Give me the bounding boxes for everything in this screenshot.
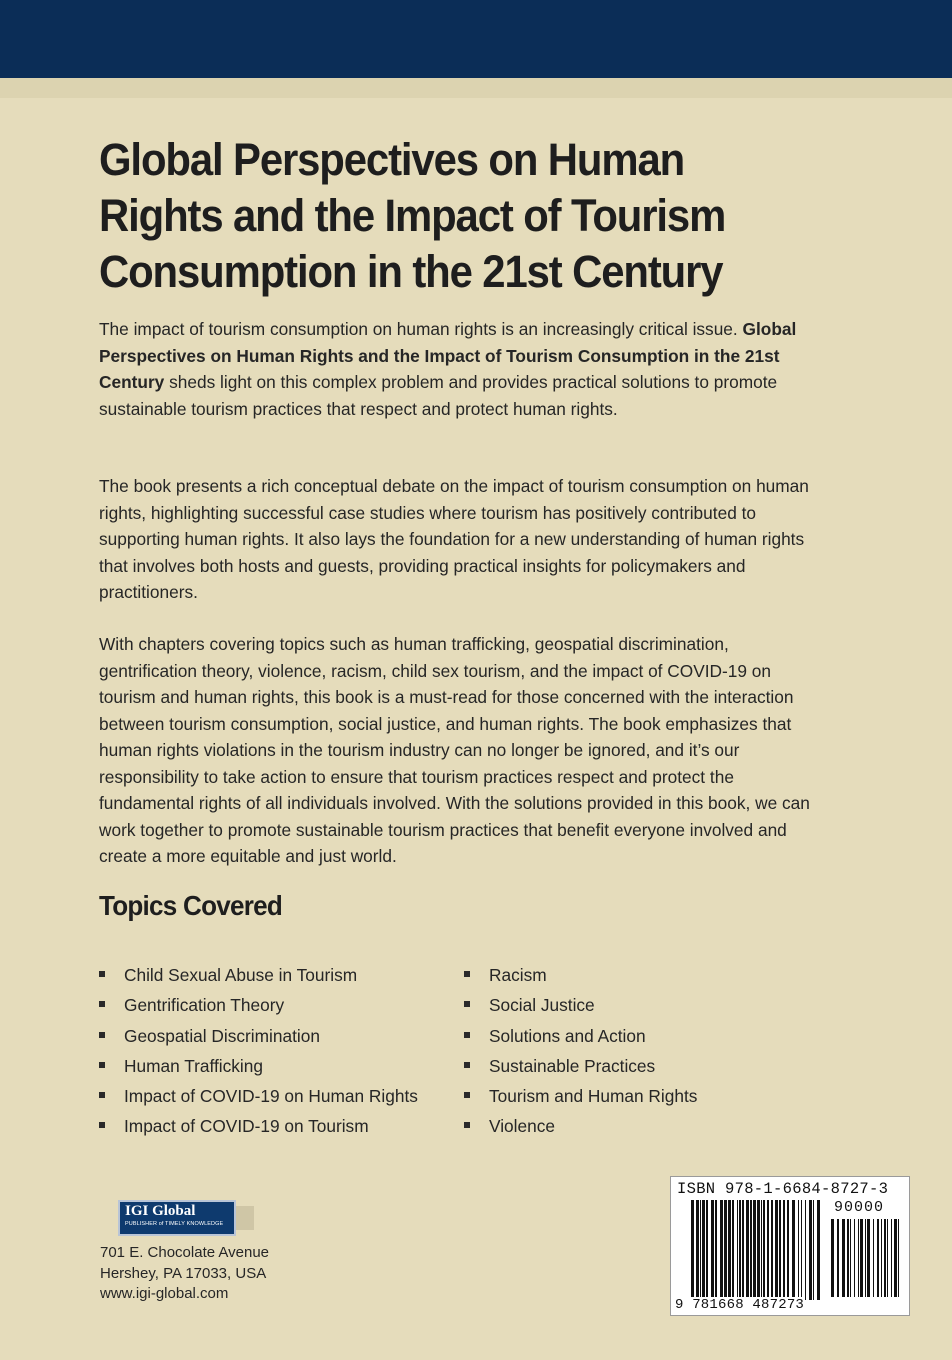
list-item: Sustainable Practices [464, 1051, 697, 1081]
barcode-bar [728, 1200, 731, 1300]
list-item: Human Trafficking [99, 1051, 418, 1081]
barcode-bar [771, 1200, 773, 1300]
barcode-bar [737, 1200, 738, 1300]
barcode-bar [779, 1200, 781, 1300]
barcode-bar [761, 1200, 762, 1300]
barcode-bar [894, 1219, 897, 1297]
barcode-bar [813, 1200, 814, 1300]
list-item: Impact of COVID-19 on Human Rights [99, 1081, 418, 1111]
barcode-bar [891, 1219, 892, 1297]
topics-list-right [464, 960, 697, 1142]
barcode-bar [783, 1200, 785, 1300]
barcode-bar [831, 1219, 834, 1297]
barcode-bar [706, 1200, 708, 1300]
barcode-bar [700, 1200, 701, 1300]
barcode-bar [877, 1219, 879, 1297]
barcode-bar [742, 1200, 744, 1300]
barcode-bar [792, 1200, 795, 1300]
barcode-bar [805, 1200, 806, 1300]
topics-heading: Topics Covered [99, 890, 283, 921]
barcode-bar [809, 1200, 812, 1300]
logo-tagline: PUBLISHER of TIMELY KNOWLEDGE [125, 1221, 224, 1227]
barcode-bar [711, 1200, 714, 1300]
barcode-bar [801, 1200, 802, 1300]
address-line-2: Hershey, PA 17033, USA [100, 1264, 267, 1282]
list-item: Impact of COVID-19 on Tourism [99, 1111, 418, 1141]
barcode-bar [715, 1200, 717, 1300]
barcode-bar [724, 1200, 727, 1300]
list-item: Tourism and Human Rights [464, 1081, 697, 1111]
bullet-icon [464, 1092, 470, 1098]
bullet-icon [464, 1032, 470, 1038]
isbn-number: ISBN 978-1-6684-8727-3 [677, 1180, 889, 1198]
barcode-bar [847, 1219, 849, 1297]
barcode-bar [867, 1219, 870, 1297]
barcode-bar [746, 1200, 749, 1300]
barcode-bar [757, 1200, 760, 1300]
description-paragraph-3: With chapters covering topics such as human trafficking, geospatial discrimination, gentrification theory, violence, racism, child sex tourism, and the impact of COVID-19 on tourism and human rights, this book is a must-read for those concerned with the interaction between tourism consumption, social justice, and human rights. The book emphasizes that human rights violations in the tourism industry can no longer be ignored, and it’s our responsibility to take action to ensure that tourism practices respect and protect the fundamental rights of all individuals involved. With the solutions provided in this book, we can work together to promote sustainable tourism practices that benefit everyone involved and create a more equitable and just world. [99, 634, 810, 866]
address-line-1: 701 E. Chocolate Avenue [100, 1244, 270, 1261]
publisher-website: www.igi-global.com [100, 1285, 229, 1303]
barcode-bar [753, 1200, 756, 1300]
barcode-bar [865, 1219, 866, 1297]
bullet-icon [464, 1001, 470, 1007]
barcode-bar [798, 1200, 799, 1300]
p1-bold-title: Global Perspectives on Human Rights and the Impact of Tourism Consumption in the 21st Century [99, 319, 797, 392]
p1-intro: The impact of tourism consumption on human rights is an increasingly critical issue. [99, 319, 738, 339]
band-divider [0, 78, 952, 98]
list-item: Racism [464, 960, 697, 990]
book-title: Global Perspectives on Human Rights and the Impact of Tourism Consumption in the 21st Century [99, 134, 726, 297]
barcode-bar [732, 1200, 734, 1300]
publisher-address [100, 1243, 269, 1305]
bullet-icon [99, 1122, 105, 1128]
barcode-bar [850, 1219, 851, 1297]
barcode-bar [858, 1219, 859, 1297]
barcode-bar [702, 1200, 705, 1300]
barcode-bar [842, 1219, 845, 1297]
barcode-bar [767, 1200, 769, 1300]
barcode-bar [898, 1219, 899, 1297]
bullet-icon [464, 1122, 470, 1128]
barcode-bar [837, 1219, 839, 1297]
barcode-bar [696, 1200, 699, 1300]
barcode-bar [720, 1200, 723, 1300]
logo-name: IGI Global [125, 1203, 196, 1219]
barcode-bar [763, 1200, 765, 1300]
bullet-icon [99, 1092, 105, 1098]
description-paragraph-1 [99, 316, 819, 422]
bullet-icon [99, 1062, 105, 1068]
bullet-icon [99, 1001, 105, 1007]
isbn-barcode [670, 1176, 910, 1316]
bullet-icon [99, 971, 105, 977]
publisher-logo [118, 1200, 236, 1236]
list-item: Geospatial Discrimination [99, 1021, 418, 1051]
list-item: Violence [464, 1111, 697, 1141]
description-paragraph-2: The book presents a rich conceptual debate on the impact of tourism consumption on human rights, highlighting successful case studies where tourism has positively contributed to supporting human rights. It also lays the foundation for a new understanding of human rights that involves both hosts and guests, providing practical insights for policymakers and practitioners. [99, 476, 809, 602]
bullet-icon [464, 1062, 470, 1068]
barcode-bar [884, 1219, 886, 1297]
barcode-bars [691, 1200, 823, 1300]
top-color-band [0, 0, 952, 78]
barcode-bar [817, 1200, 820, 1300]
bullet-icon [99, 1032, 105, 1038]
list-item: Social Justice [464, 990, 697, 1020]
list-item: Solutions and Action [464, 1021, 697, 1051]
barcode-bar [750, 1200, 752, 1300]
barcode-bar [887, 1219, 888, 1297]
bullet-icon [464, 971, 470, 977]
barcode-bar [881, 1219, 882, 1297]
list-item: Gentrification Theory [99, 990, 418, 1020]
topics-list-left [99, 960, 418, 1142]
barcode-bar [739, 1200, 741, 1300]
barcode-bar [787, 1200, 789, 1300]
barcode-bar [873, 1219, 874, 1297]
barcode-bar [691, 1200, 694, 1300]
p1-rest: sheds light on this complex problem and provides practical solutions to promote sustainable tourism practices that respect and protect human rights. [99, 372, 778, 419]
price-code: 90000 [834, 1199, 885, 1216]
barcode-bar [775, 1200, 778, 1300]
barcode-digits: 9 781668 487273 [675, 1297, 805, 1313]
barcode-bar [860, 1219, 863, 1297]
list-item: Child Sexual Abuse in Tourism [99, 960, 418, 990]
price-barcode-bars [831, 1219, 903, 1297]
barcode-bar [854, 1219, 855, 1297]
